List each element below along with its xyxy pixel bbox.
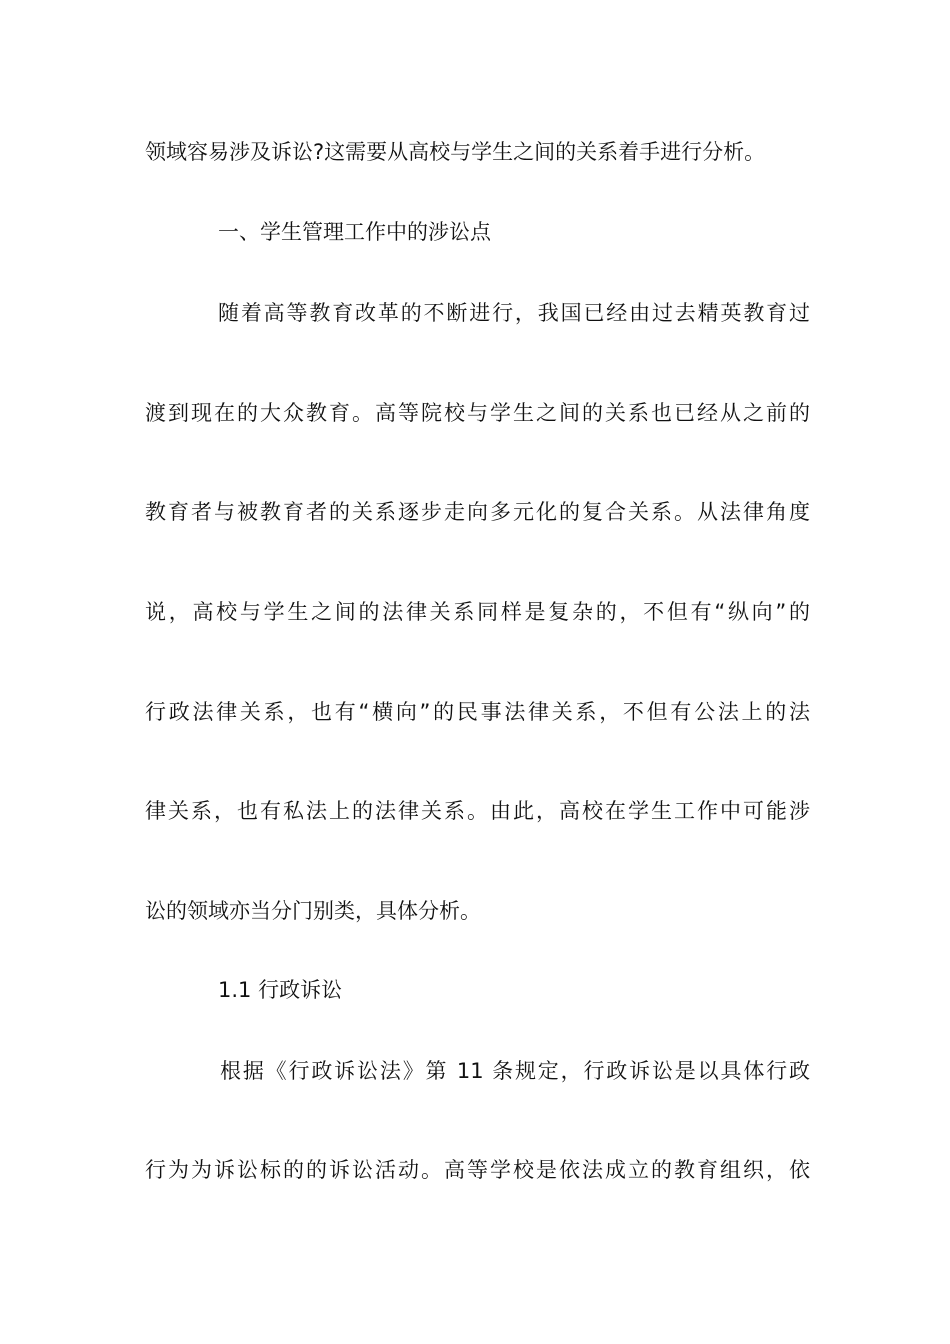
- paragraph-line-8: 律关系，也有私法上的法律关系。由此，高校在学生工作中可能涉: [145, 799, 810, 823]
- paragraph-line-12: 行为为诉讼标的的诉讼活动。高等学校是依法成立的教育组织，依: [145, 1158, 810, 1182]
- paragraph-line-9: 讼的领域亦当分门别类，具体分析。: [145, 899, 481, 923]
- section-heading: 一、学生管理工作中的涉讼点: [218, 220, 491, 244]
- paragraph-line-7: 行政法律关系，也有“横向”的民事法律关系，不但有公法上的法: [145, 700, 810, 724]
- paragraph-line-1: 领域容易涉及诉讼?这需要从高校与学生之间的关系着手进行分析。: [145, 140, 766, 164]
- paragraph-line-6: 说，高校与学生之间的法律关系同样是复杂的，不但有“纵向”的: [145, 600, 810, 624]
- subsection-heading: 1.1 行政诉讼: [218, 978, 343, 1002]
- paragraph-line-5: 教育者与被教育者的关系逐步走向多元化的复合关系。从法律角度: [145, 500, 810, 524]
- paragraph-line-3: 随着高等教育改革的不断进行，我国已经由过去精英教育过: [218, 301, 810, 325]
- paragraph-line-4: 渡到现在的大众教育。高等院校与学生之间的关系也已经从之前的: [145, 401, 810, 425]
- paragraph-line-11: 根据《行政诉讼法》第 11 条规定，行政诉讼是以具体行政: [220, 1059, 810, 1083]
